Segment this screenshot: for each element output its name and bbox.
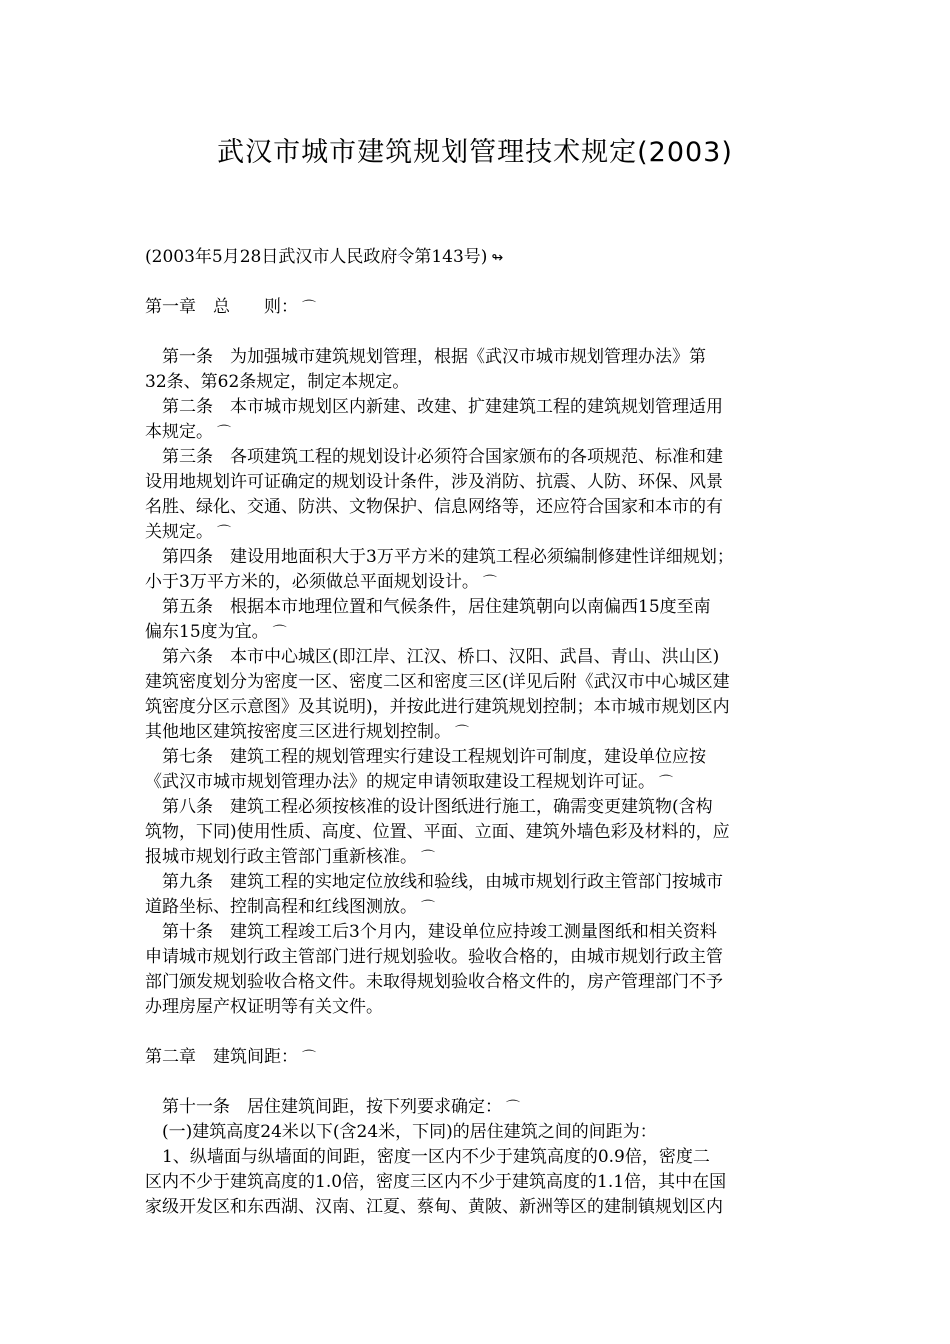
paragraph-mark-icon: ⌒ — [482, 575, 497, 591]
article-9-line-2: 道路坐标、控制高程和红线图测放。 ⌒ — [145, 895, 813, 920]
article-11-line-1: 第十一条 居住建筑间距，按下列要求确定： ⌒ — [145, 1095, 813, 1120]
decree-text: (2003年5月28日武汉市人民政府令第143号) — [145, 247, 488, 267]
paragraph-mark-icon: ⌒ — [302, 1050, 316, 1066]
article-6-line-3: 筑密度分区示意图》及其说明)，并按此进行建筑规划控制；本市城市规划区内 — [145, 697, 730, 717]
article-2-line-1: 第二条 本市城市规划区内新建、改建、扩建建筑工程的建筑规划管理适用 — [145, 397, 723, 417]
article-3-line-1: 第三条 各项建筑工程的规划设计必须符合国家颁布的各项规范、标准和建 — [145, 447, 723, 467]
paragraph-mark-icon: ⌒ — [455, 725, 469, 741]
article-6-line-1: 第六条 本市中心城区(即江岸、江汉、桥口、汉阳、武昌、青山、洪山区) — [145, 647, 720, 667]
article-10-line-1: 第十条 建筑工程竣工后3个月内，建设单位应持竣工测量图纸和相关资料 — [145, 922, 717, 942]
paragraph-mark-icon: ⌒ — [217, 525, 231, 541]
article-2-line-2: 本规定。 ⌒ — [145, 420, 813, 445]
paragraph-mark-icon: ⌒ — [217, 425, 231, 441]
article-3-line-4: 关规定。 ⌒ — [145, 520, 813, 545]
article-8-line-3: 报城市规划行政主管部门重新核准。 ⌒ — [145, 845, 813, 870]
article-3-line-2: 设用地规划许可证确定的规划设计条件，涉及消防、抗震、人防、环保、风景 — [145, 472, 723, 492]
paragraph-mark-icon: ⌒ — [272, 625, 287, 641]
paragraph-mark-icon: ⌒ — [421, 850, 435, 866]
article-5-line-2: 偏东15度为宜。 ⌒ — [145, 620, 813, 645]
article-11-line-2: (一)建筑高度24米以下(含24米，下同)的居住建筑之间的间距为： — [145, 1122, 657, 1142]
article-8-line-2: 筑物，下同)使用性质、高度、位置、平面、立面、建筑外墙色彩及材料的，应 — [145, 822, 730, 842]
document-body — [145, 245, 813, 1220]
paragraph-mark-icon: ⌒ — [421, 900, 435, 916]
article-4-line-2: 小于3万平方米的，必须做总平面规划设计。 ⌒ — [145, 570, 813, 595]
article-8-line-1: 第八条 建筑工程必须按核准的设计图纸进行施工，确需变更建筑物(含构 — [145, 797, 713, 817]
decree-mark-icon: ↬ — [491, 250, 504, 266]
article-7-line-1: 第七条 建筑工程的规划管理实行建设工程规划许可制度，建设单位应按 — [145, 747, 706, 767]
paragraph-mark-icon: ⌒ — [506, 1100, 520, 1116]
article-1-line-1: 第一条 为加强城市建筑规划管理，根据《武汉市城市规划管理办法》第 — [145, 347, 706, 367]
article-10-line-3: 部门颁发规划验收合格文件。未取得规划验收合格文件的，房产管理部门不予 — [145, 972, 723, 992]
article-6-line-2: 建筑密度划分为密度一区、密度二区和密度三区(详见后附《武汉市中心城区建 — [145, 672, 730, 692]
decree-line — [145, 245, 813, 270]
article-6-line-4: 其他地区建筑按密度三区进行规划控制。 ⌒ — [145, 720, 813, 745]
paragraph-mark-icon: ⌒ — [659, 775, 673, 791]
chapter-heading-2: 第二章 建筑间距： ⌒ — [145, 1045, 813, 1070]
document-title: 武汉市城市建筑规划管理技术规定(2003) — [217, 137, 733, 168]
paragraph-mark-icon: ⌒ — [302, 300, 316, 316]
article-11-line-4: 区内不少于建筑高度的1.0倍，密度三区内不少于建筑高度的1.1倍，其中在国 — [145, 1172, 727, 1192]
article-10-line-2: 申请城市规划行政主管部门进行规划验收。验收合格的，由城市规划行政主管 — [145, 947, 723, 967]
article-9-line-1: 第九条 建筑工程的实地定位放线和验线，由城市规划行政主管部门按城市 — [145, 872, 723, 892]
article-10-line-4: 办理房屋产权证明等有关文件。 — [145, 997, 383, 1017]
article-3-line-3: 名胜、绿化、交通、防洪、文物保护、信息网络等，还应符合国家和本市的有 — [145, 497, 723, 517]
article-7-line-2: 《武汉市城市规划管理办法》的规定申请领取建设工程规划许可证。 ⌒ — [145, 770, 813, 795]
article-11-line-5: 家级开发区和东西湖、汉南、江夏、蔡甸、黄陂、新洲等区的建制镇规划区内 — [145, 1197, 723, 1217]
article-11-line-3: 1、纵墙面与纵墙面的间距，密度一区内不少于建筑高度的0.9倍，密度二 — [145, 1147, 710, 1167]
article-5-line-1: 第五条 根据本市地理位置和气候条件，居住建筑朝向以南偏西15度至南 — [145, 597, 711, 617]
chapter-heading-1: 第一章 总 则： ⌒ — [145, 295, 813, 320]
article-4-line-1: 第四条 建设用地面积大于3万平方米的建筑工程必须编制修建性详细规划； — [145, 547, 734, 567]
article-1-line-2: 32条、第62条规定，制定本规定。 — [145, 372, 410, 392]
